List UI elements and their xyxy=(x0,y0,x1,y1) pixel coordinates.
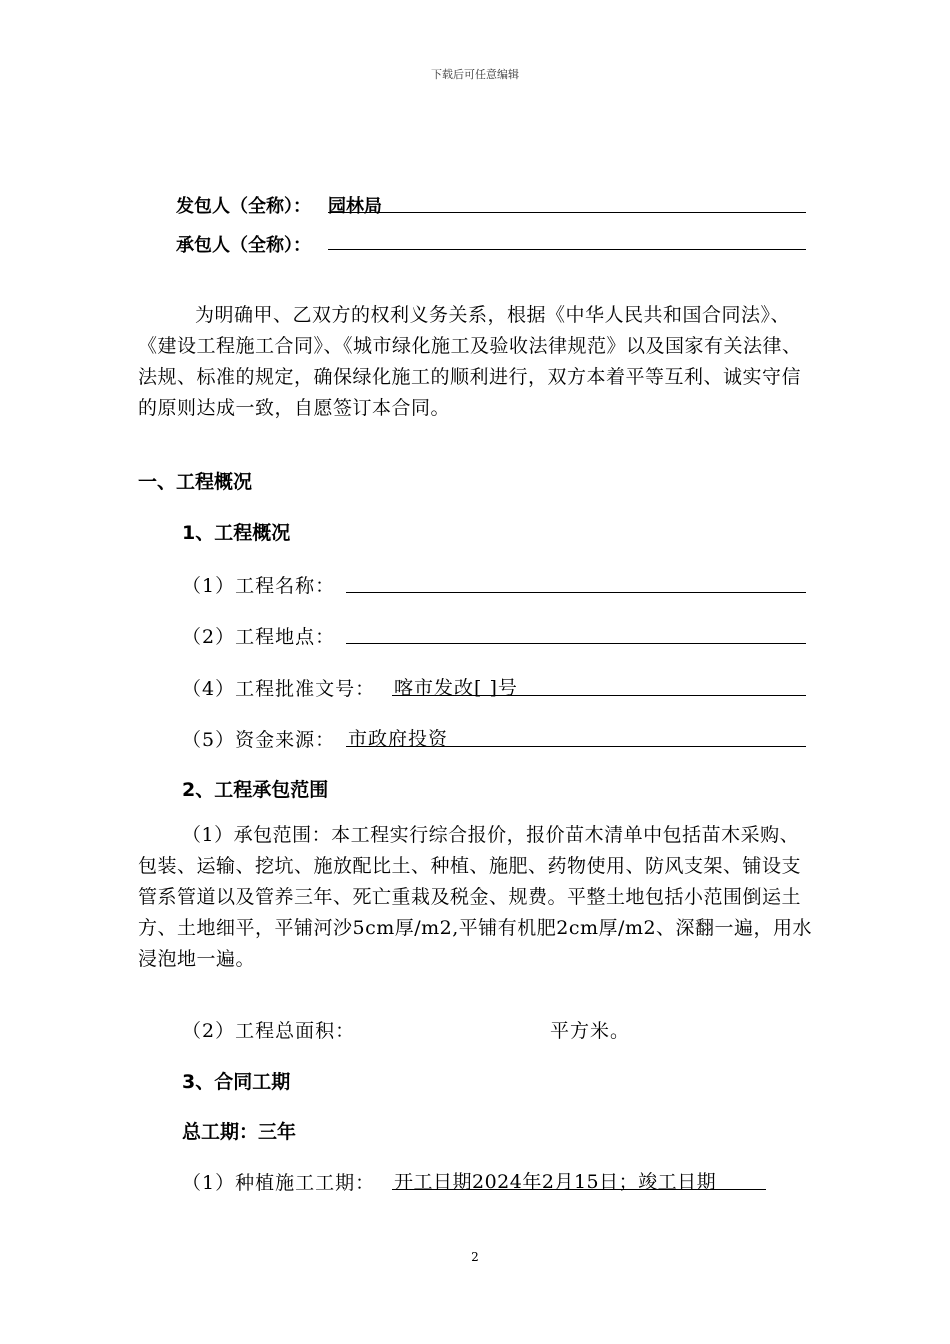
subsection-title-overview: 1、工程概况 xyxy=(182,522,291,544)
planting-period-value: 开工日期2024年2月15日；竣工日期 xyxy=(394,1171,717,1193)
subsection-title-duration: 3、合同工期 xyxy=(182,1071,291,1093)
subsection-title-scope: 2、工程承包范围 xyxy=(182,779,329,801)
project-name-label: （1）工程名称： xyxy=(182,575,336,597)
employer-label: 发包人（全称）： xyxy=(176,196,311,217)
employer-field[interactable] xyxy=(328,190,806,217)
project-location-label: （2）工程地点： xyxy=(182,626,336,648)
page-header: 下载后可任意编辑 xyxy=(431,68,519,81)
contractor-label: 承包人（全称）： xyxy=(176,235,311,256)
approval-number-field[interactable] xyxy=(392,673,806,699)
funding-source-label: （5）资金来源： xyxy=(182,729,336,751)
section-title: 一、工程概况 xyxy=(138,471,253,493)
total-area-unit: 平方米。 xyxy=(550,1020,631,1042)
total-duration: 总工期：三年 xyxy=(182,1121,297,1143)
planting-period-label: （1）种植施工工期： xyxy=(182,1172,376,1194)
project-name-field[interactable] xyxy=(346,570,806,593)
contractor-field[interactable] xyxy=(328,227,806,250)
funding-source-field[interactable] xyxy=(346,724,806,750)
intro-paragraph: 为明确甲、乙双方的权利义务关系，根据《中华人民共和国合同法》、《建设工程施工合同》、《城市绿化施工及验收法律规范》以及国家有关法律、法规、标准的规定，确保绿化施工的顺利进行，双方本着平等互利、诚实守信的原则达成一致，自愿签订本合同。 xyxy=(138,304,802,419)
planting-period-field[interactable] xyxy=(392,1167,766,1193)
page-number: 2 xyxy=(471,1250,479,1264)
project-location-field[interactable] xyxy=(346,621,806,644)
approval-number-label: （4）工程批准文号： xyxy=(182,678,376,700)
employer-value: 园林局 xyxy=(328,196,382,217)
funding-source-value: 市政府投资 xyxy=(348,728,449,750)
scope-paragraph: （1）承包范围：本工程实行综合报价，报价苗木清单中包括苗木采购、包装、运输、挖坑、施放配比土、种植、施肥、药物使用、防风支架、铺设支管系管道以及管养三年、死亡重栽及税金、规费。平整土地包括小范围倒运土方、土地细平，平铺河沙5cm厚/m2,平铺有机肥2cm厚/m2、深翻一遍，用水浸泡地一遍。 xyxy=(138,824,813,970)
approval-number-value: 喀市发改[ ]号 xyxy=(394,677,518,699)
total-area-label: （2）工程总面积： xyxy=(182,1020,356,1042)
